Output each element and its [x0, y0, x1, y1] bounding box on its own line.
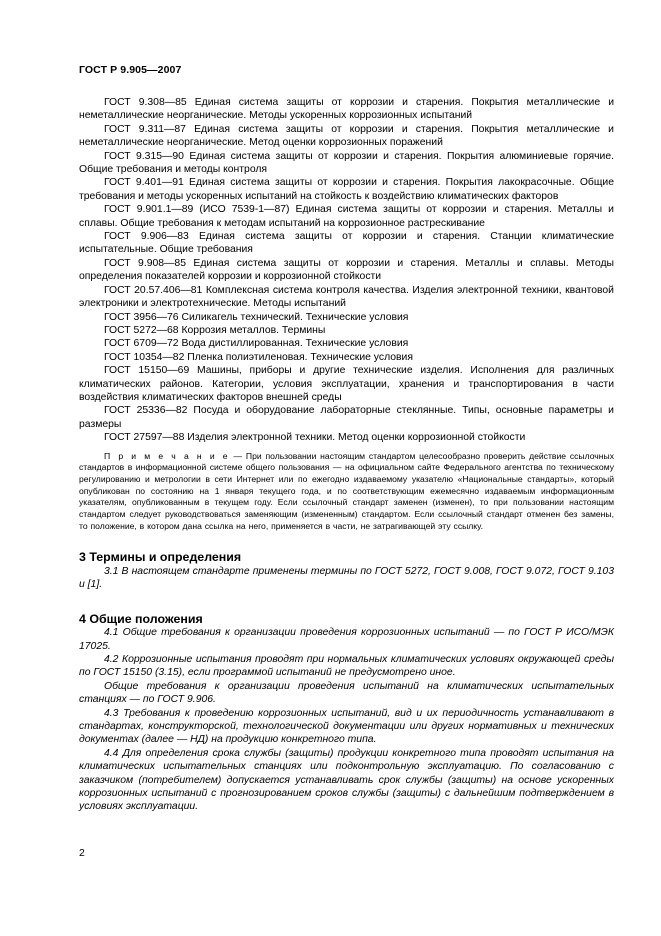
normative-references-list: [79, 96, 614, 445]
reference-item: ГОСТ 15150—69 Машины, приборы и другие технические изделия. Исполнения для различных климатических районов. Категории, условия эксплуатации, хранения и транспортирования в части воздействия климатических факторов внешней среды: [79, 365, 614, 403]
note-label: П р и м е ч а н и е: [104, 450, 230, 461]
section-4-title: 4 Общие положения: [79, 611, 203, 626]
reference-item: ГОСТ 27597—88 Изделия электронной техники. Метод оценки коррозионной стойкости: [104, 432, 526, 444]
reference-item: ГОСТ 9.311—87 Единая система защиты от коррозии и старения. Покрытия металлические и неметаллические неорганические. Метод оценки коррозионных поражений: [79, 123, 614, 149]
reference-item: ГОСТ 10354—82 Пленка полиэтиленовая. Технические условия: [104, 351, 413, 363]
section-4-paragraph: 4.3 Требования к проведению коррозионных испытаний, вид и их периодичность устанавливают в стандартах, конструкторской, технологической документации или других нормативных и технических документах (далее — НД) на продукцию конкретного типа.: [79, 707, 614, 746]
reference-item: ГОСТ 9.308—85 Единая система защиты от коррозии и старения. Покрытия металлические и неметаллические неорганические. Методы ускоренных коррозионных испытаний: [79, 97, 614, 122]
reference-note: [79, 451, 614, 533]
reference-item: ГОСТ 20.57.406—81 Комплексная система контроля качества. Изделия электронной техники, квантовой электроники и электротехнические. Методы испытаний: [79, 284, 614, 310]
section-4-paragraph: 4.4 Для определения срока службы (защиты) продукции конкретного типа проводят испытания на климатических испытательных станциях или подконтрольную эксплуатацию. По согласованию с заказчиком (потребителем) допускается устанавливать срок службы (защиты) на основе ускоренных коррозионных испытаний с прогнозированием сроков службы (защиты) с дальнейшим подтверждением в условиях эксплуатации.: [79, 747, 614, 813]
reference-item: ГОСТ 25336—82 Посуда и оборудование лабораторные стеклянные. Типы, основные параметры и размеры: [79, 405, 614, 430]
reference-item: ГОСТ 5272—68 Коррозия металлов. Термины: [104, 324, 326, 336]
page-number: 2: [79, 848, 85, 859]
reference-item: ГОСТ 9.901.1—89 (ИСО 7539-1—87) Единая система защиты от коррозии и старения. Металлы и сплавы. Общие требования к методам испытаний на коррозионное растрескивание: [79, 204, 614, 229]
reference-item: ГОСТ 3956—76 Силикагель технический. Технические условия: [104, 311, 409, 323]
section-3-title: 3 Термины и определения: [79, 550, 242, 565]
reference-item: ГОСТ 9.315—90 Единая система защиты от коррозии и старения. Покрытия алюминиевые горячие. Общие требования и методы контроля: [79, 150, 614, 176]
section-4-paragraph: 4.1 Общие требования к организации проведения коррозионных испытаний — по ГОСТ Р ИСО/МЭК 17025.: [79, 627, 614, 652]
reference-item: ГОСТ 6709—72 Вода дистиллированная. Технические условия: [104, 338, 409, 350]
section-4-paragraph: 4.2 Коррозионные испытания проводят при нормальных климатических условиях окружающей среды по ГОСТ 15150 (3.15), если программой испытаний не предусмотрено иное.: [79, 653, 614, 679]
page-content: [79, 96, 614, 814]
section-4-paragraph: Общие требования к организации проведения испытаний на климатических испытательных станциях — по ГОСТ 9.906.: [79, 680, 614, 706]
reference-item: ГОСТ 9.401—91 Единая система защиты от коррозии и старения. Покрытия лакокрасочные. Общие требования и методы ускоренных испытаний на стойкость к воздействию климатических факторов: [79, 177, 614, 202]
reference-item: ГОСТ 9.908—85 Единая система защиты от коррозии и старения. Металлы и сплавы. Методы определения показателей коррозии и коррозионной стойкости: [79, 257, 614, 283]
document-header: ГОСТ Р 9.905—2007: [79, 64, 182, 76]
note-text: — При пользовании настоящим стандартом целесообразно проверить действие ссылочных стандартов в информационной системе общего пользования — на официальном сайте Федерального агентства по техническому регулированию и метрологии в сети Интернет или по ежегодно издаваемому указателю «Национальные стандарты», который опубликован по состоянию на 1 января текущего года, и по соответствующим ежемесячно издаваемым информационным указателям, опубликованным в текущем году. Если ссылочный стандарт заменен (изменен), то при пользовании настоящим стандартом следует руководствоваться заменяющим (измененным) стандартом. Если ссылочный стандарт отменен без замены, то положение, в котором дана ссылка на него, применяется в части, не затрагивающей эту ссылку.: [79, 450, 614, 531]
reference-item: ГОСТ 9.906—83 Единая система защиты от коррозии и старения. Станции климатические испытательные. Общие требования: [79, 231, 614, 256]
section-3-paragraph: 3.1 В настоящем стандарте применены термины по ГОСТ 5272, ГОСТ 9.008, ГОСТ 9.072, ГОСТ 9.103 и [1].: [79, 565, 614, 591]
